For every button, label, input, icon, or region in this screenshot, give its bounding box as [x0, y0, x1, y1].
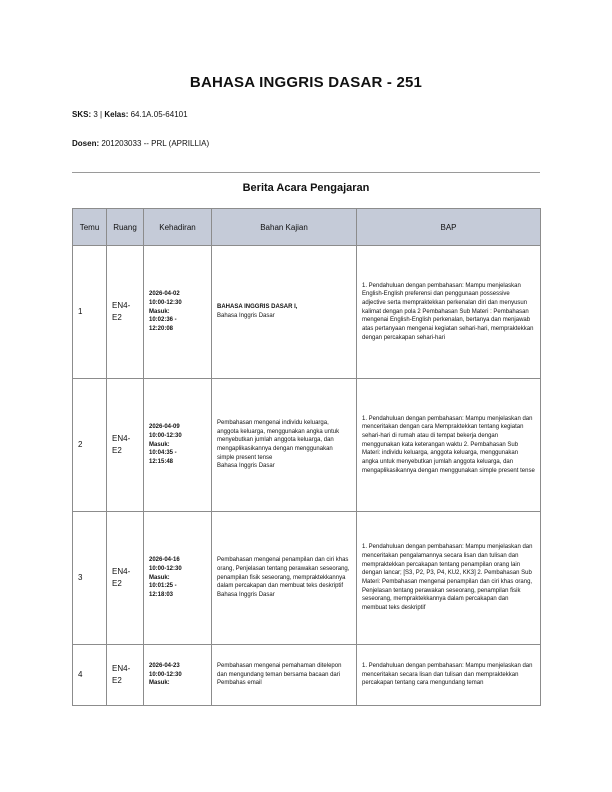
bahan-kajian-cell — [212, 246, 357, 379]
ruang-text: EN4- E2 — [112, 301, 131, 322]
kajian-heading: BAHASA INGGRIS DASAR I, — [217, 304, 298, 311]
course-info-line — [72, 110, 188, 119]
header-bap: BAP — [357, 209, 541, 246]
header-bahan-kajian: Bahan Kajian — [212, 209, 357, 246]
dosen-value: 201203033 -- PRL (APRILLIA) — [101, 139, 210, 148]
table-row — [73, 246, 541, 379]
kajian-text: Bahasa Inggris Dasar — [217, 313, 275, 319]
ruang-cell — [107, 512, 144, 645]
kehadiran-cell — [144, 512, 212, 645]
lecturer-line — [72, 139, 209, 148]
kajian-text: Pembahasan mengenai penampilan dan ciri khas orang, Penjelasan tentang perawakan seseorang, penampilan fisik seseorang, mempraktekkannya dalam percakapan dan membuat teks deskriptif Bahasa Inggris Dasar — [217, 557, 350, 599]
temu-cell: 3 — [73, 512, 107, 645]
table-row — [73, 645, 541, 706]
bahan-kajian-cell — [212, 512, 357, 645]
header-ruang: Ruang — [107, 209, 144, 246]
sks-value: 3 — [93, 110, 98, 119]
kehadiran-cell — [144, 246, 212, 379]
course-title: BAHASA INGGRIS DASAR - 251 — [189, 74, 423, 91]
kelas-label: Kelas: — [104, 110, 129, 119]
bahan-kajian-cell — [212, 645, 357, 706]
separator: | — [100, 110, 103, 119]
bap-cell: 1. Pendahuluan dengan pembahasan: Mampu menjelaskan dan menceritakan pengalamannya secara lisan dan tulisan dan mempraktekkan percakapan tentang penampilan orang lain dengan lancar; [S3, P2, P3, P4, KU2, KK3] 2. Pembahasan Sub Materi: Pembahasan mengenai penampilan dan ciri khas orang, Penjelasan tentang perawakan seseorang, penampilan fisik seseorang, mempraktekkannya dalam percakapan dan membuat teks deskriptif — [357, 512, 541, 645]
sks-label: SKS: — [72, 110, 92, 119]
divider — [72, 172, 540, 173]
kehadiran-text: 2026-04-02 10:00-12:30 Masuk: 10:02:36 - 12:20:08 — [149, 291, 182, 333]
ruang-cell — [107, 645, 144, 706]
table-row — [73, 512, 541, 645]
kehadiran-cell — [144, 379, 212, 512]
bahan-kajian-cell — [212, 379, 357, 512]
dosen-label: Dosen: — [72, 139, 100, 148]
table-row — [73, 379, 541, 512]
kehadiran-text: 2026-04-23 10:00-12:30 Masuk: — [149, 662, 182, 687]
temu-cell: 4 — [73, 645, 107, 706]
section-title: Berita Acara Pengajaran — [242, 182, 370, 194]
ruang-text: EN4- E2 — [112, 567, 131, 588]
temu-cell: 1 — [73, 246, 107, 379]
header-temu: Temu — [73, 209, 107, 246]
table-header-row — [73, 209, 541, 246]
kelas-value: 64.1A.05-64101 — [130, 110, 188, 119]
kehadiran-text: 2026-04-16 10:00-12:30 Masuk: 10:01:25 - 12:18:03 — [149, 557, 182, 599]
kehadiran-text: 2026-04-09 10:00-12:30 Masuk: 10:04:35 - 12:15:48 — [149, 424, 182, 466]
kehadiran-cell — [144, 645, 212, 706]
kajian-text: Pembahasan mengenai pemahaman ditelepon dan mengundang teman bersama bacaan dari Pembahas email — [217, 662, 342, 687]
ruang-text: EN4- E2 — [112, 434, 131, 455]
bap-cell: 1. Pendahuluan dengan pembahasan: Mampu menjelaskan dan menceritakan secara lisan dan tulisan dan mempraktekkan percakapan tentang cara mengundang teman — [357, 645, 541, 706]
bap-cell: 1. Pendahuluan dengan pembahasan: Mampu menjelaskan English-English preferensi dan penggunaan possessive adjective serta mempraktekkan perkenalan diri dan menyusun kalimat dengan pola 2 Pembahasan Sub Materi : Pembahasan mengenai English-English perkenalan, bertanya dan menjawab atas pertanyaan mengenai kegiatan sehari-hari, mempraktekkan dengan percakapan sehari-hari — [357, 246, 541, 379]
ruang-cell — [107, 379, 144, 512]
bap-cell: 1. Pendahuluan dengan pembahasan: Mampu menjelaskan dan menceritakan dengan cara Mempraktekkan tentang kegiatan sehari-hari di rumah atau di tempat bekerja dengan menggunakan kata keterangan waktu 2. Pembahasan Sub Materi: individu keluarga, anggota keluarga, menggunakan angka untuk menyebutkan jumlah anggota keluarga, dan mengaplikasikannya dengan menggunakan simple present tense — [357, 379, 541, 512]
temu-cell: 2 — [73, 379, 107, 512]
header-kehadiran: Kehadiran — [144, 209, 212, 246]
ruang-text: EN4- E2 — [112, 664, 131, 685]
teaching-log-table — [72, 208, 541, 706]
ruang-cell — [107, 246, 144, 379]
kajian-text: Pembahasan mengenai individu keluarga, anggota keluarga, menggunakan angka untuk menyebutkan jumlah anggota keluarga, dan mengaplikasikannya dengan menggunakan simple present tense Bahasa Inggris Dasar — [217, 419, 340, 470]
